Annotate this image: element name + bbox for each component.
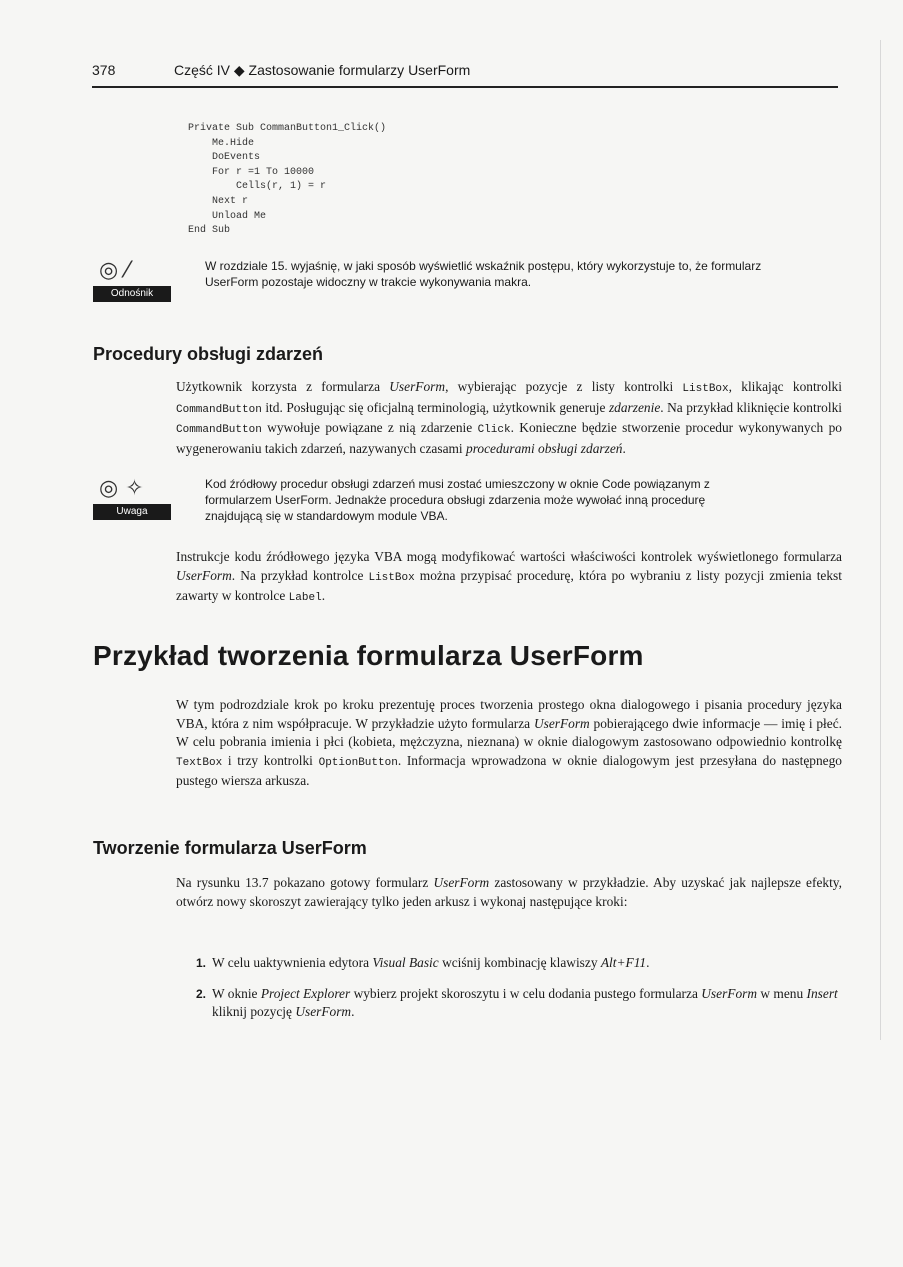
note-text: Kod źródłowy procedur obsługi zdarzeń musi zostać umieszczony w oknie Code powiązanym z formularzem UserForm. Jednakże procedura obsługi zdarzenia może wywołać inną procedurę znajdującą się w standardowym module VBA. xyxy=(205,477,710,523)
note-text: W rozdziale 15. wyjaśnię, w jaki sposób wyświetlić wskaźnik postępu, który wykorzystuje to, że formularz UserForm pozostaje widoczny w trakcie wykonywania makra. xyxy=(205,259,762,289)
paragraph-vba: Instrukcje kodu źródłowego języka VBA mogą modyfikować wartości właściwości kontrolek wyświetlonego formularza UserForm. Na przykład kontrolce ListBox można przypisać procedurę, która po wybraniu z listy pozycji zmienia tekst zawarty w kontrolce Label. xyxy=(176,549,842,605)
reference-icon xyxy=(93,258,173,308)
paragraph-example: W tym podrozdziale krok po kroku prezentuję proces tworzenia prostego okna dialogowego i pisania procedury języka VBA, która z nim współpracuje. W przykładzie użyto formularza UserForm pobierającego dwie informacje — imię i płeć. W celu pobrania imienia i płci (kobieta, mężczyzna, nieznana) w oknie dialogowym zastosowano odpowiednio kontrolkę TextBox i trzy kontrolki OptionButton. Informacja wprowadzona w oknie dialogowym jest przesyłana do następnego pustego wiersza arkusza. xyxy=(176,697,842,789)
page-number: 378 xyxy=(92,62,116,78)
code-line: End Sub xyxy=(188,225,231,237)
note-reference xyxy=(93,258,773,308)
running-title: Część IV ◆ Zastosowanie formularzy UserForm xyxy=(174,62,471,78)
note-warning xyxy=(93,476,773,526)
code-line: Unload Me xyxy=(188,210,267,222)
code-listing xyxy=(188,122,386,239)
paragraph-events: Użytkownik korzysta z formularza UserForm, wybierając pozycje z listy kontrolki ListBox, klikając kontrolki CommandButton itd. Posługując się oficjalną terminologią, użytkownik generuje zdarzenie. Na przykład kliknięcie kontrolki CommandButton wywołuje powiązane z nią zdarzenie Click. Konieczne będzie stworzenie procedur wykonywanych po wygenerowaniu takich zdarzeń, nazywanych czasami procedurami obsługi zdarzeń. xyxy=(176,379,842,456)
step-number: 1. xyxy=(196,956,207,970)
steps-list xyxy=(196,954,842,1034)
chapter-heading-example: Przykład tworzenia formularza UserForm xyxy=(93,640,644,671)
step-number: 2. xyxy=(196,986,207,1001)
list-item: 2. W oknie Project Explorer wybierz projekt skoroszytu i w celu dodania pustego formularza UserForm w menu Insert kliknij pozycję UserForm. xyxy=(196,985,838,1020)
paragraph-create: Na rysunku 13.7 pokazano gotowy formularz UserForm zastosowany w przykładzie. Aby uzyskać jak najlepsze efekty, otwórz nowy skoroszyt zawierający tylko jeden arkusz i wykonaj następujące kroki: xyxy=(176,875,842,909)
warning-icon xyxy=(93,476,173,526)
reference-glyph-icon: ◎ ⁄ xyxy=(99,258,129,283)
code-line: Next r xyxy=(188,195,249,207)
note-badge: Uwaga xyxy=(93,504,171,520)
code-line: Me.Hide xyxy=(188,137,255,149)
page-header xyxy=(92,60,838,88)
warning-glyph-icon: ◎ ✧ xyxy=(99,476,144,501)
code-line: Private Sub CommanButton1_Click() xyxy=(188,123,387,134)
code-line: Cells(r, 1) = r xyxy=(188,181,327,193)
section-heading-events: Procedury obsługi zdarzeń xyxy=(93,344,324,364)
list-item: 1. W celu uaktywnienia edytora Visual Basic wciśnij kombinację klawiszy Alt+F11. xyxy=(196,954,842,973)
code-line: For r =1 To 10000 xyxy=(188,166,315,178)
page-edge-line xyxy=(880,40,881,1040)
note-badge: Odnośnik xyxy=(93,286,171,302)
section-heading-create: Tworzenie formularza UserForm xyxy=(93,838,367,858)
code-line: DoEvents xyxy=(188,152,261,164)
